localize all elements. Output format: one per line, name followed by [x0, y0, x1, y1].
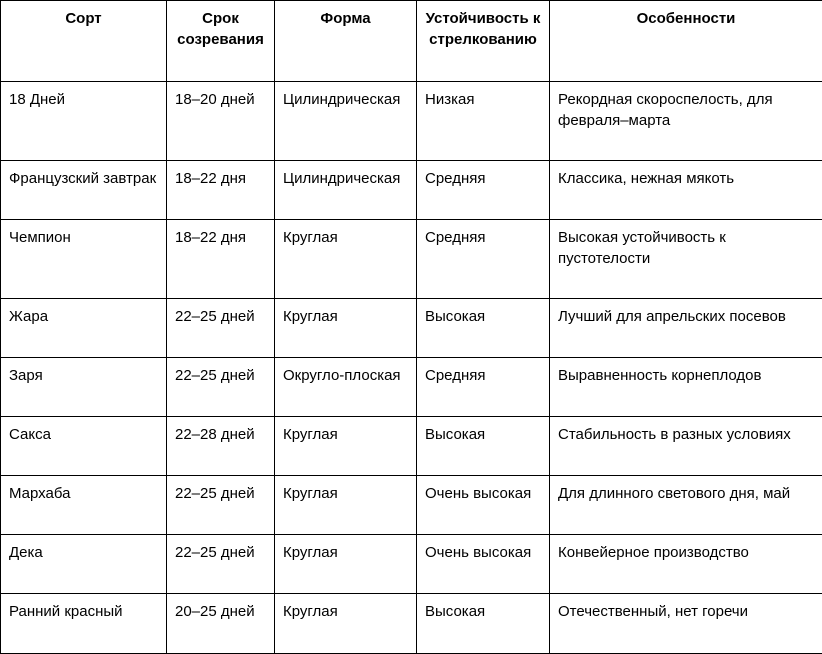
cell-bolting-resistance: Высокая: [417, 417, 550, 476]
table-row: [1, 82, 822, 161]
cell-variety: Ранний красный: [1, 594, 167, 654]
cell-variety: Жара: [1, 299, 167, 358]
cell-features: Выравненность корнеплодов: [550, 358, 822, 417]
table-row: [1, 594, 822, 654]
cell-features: Для длинного светового дня, май: [550, 476, 822, 535]
cell-ripening: 22–28 дней: [167, 417, 275, 476]
cell-variety: 18 Дней: [1, 82, 167, 161]
table-row: [1, 358, 822, 417]
table-row: [1, 161, 822, 220]
cell-features: Конвейерное производство: [550, 535, 822, 594]
cell-variety: Дека: [1, 535, 167, 594]
cell-ripening: 22–25 дней: [167, 535, 275, 594]
cell-shape: Круглая: [275, 220, 417, 299]
cell-shape: Цилиндрическая: [275, 82, 417, 161]
header-shape: Форма: [275, 1, 417, 82]
cell-bolting-resistance: Очень высокая: [417, 535, 550, 594]
cell-shape: Круглая: [275, 417, 417, 476]
cell-bolting-resistance: Средняя: [417, 358, 550, 417]
header-ripening: Срок созревания: [167, 1, 275, 82]
cell-bolting-resistance: Высокая: [417, 299, 550, 358]
cell-features: Классика, нежная мякоть: [550, 161, 822, 220]
cell-shape: Цилиндрическая: [275, 161, 417, 220]
cell-features: Высокая устойчивость к пустотелости: [550, 220, 822, 299]
header-features: Особенности: [550, 1, 822, 82]
table-row: [1, 220, 822, 299]
cell-bolting-resistance: Средняя: [417, 161, 550, 220]
cell-bolting-resistance: Средняя: [417, 220, 550, 299]
cell-variety: Французский завтрак: [1, 161, 167, 220]
cell-ripening: 18–22 дня: [167, 161, 275, 220]
cell-shape: Круглая: [275, 535, 417, 594]
header-row: [1, 1, 822, 82]
header-bolting-resistance: Устойчивость к стрелкованию: [417, 1, 550, 82]
cell-ripening: 22–25 дней: [167, 299, 275, 358]
cell-variety: Сакса: [1, 417, 167, 476]
cell-shape: Круглая: [275, 476, 417, 535]
table-header: [1, 1, 822, 82]
cell-variety: Мархаба: [1, 476, 167, 535]
cell-bolting-resistance: Высокая: [417, 594, 550, 654]
cell-shape: Круглая: [275, 299, 417, 358]
cell-ripening: 22–25 дней: [167, 476, 275, 535]
cell-shape: Округло-плоская: [275, 358, 417, 417]
table-row: [1, 299, 822, 358]
cell-ripening: 20–25 дней: [167, 594, 275, 654]
cell-ripening: 22–25 дней: [167, 358, 275, 417]
cell-shape: Круглая: [275, 594, 417, 654]
cell-variety: Заря: [1, 358, 167, 417]
cell-features: Рекордная скороспелость, для февраля–марта: [550, 82, 822, 161]
cell-features: Стабильность в разных условиях: [550, 417, 822, 476]
table-row: [1, 417, 822, 476]
table-body: [1, 82, 822, 654]
cell-features: Лучший для апрельских посевов: [550, 299, 822, 358]
cell-features: Отечественный, нет горечи: [550, 594, 822, 654]
cell-variety: Чемпион: [1, 220, 167, 299]
table-row: [1, 535, 822, 594]
table-row: [1, 476, 822, 535]
cell-bolting-resistance: Очень высокая: [417, 476, 550, 535]
cell-ripening: 18–22 дня: [167, 220, 275, 299]
header-variety: Сорт: [1, 1, 167, 82]
cell-bolting-resistance: Низкая: [417, 82, 550, 161]
cell-ripening: 18–20 дней: [167, 82, 275, 161]
